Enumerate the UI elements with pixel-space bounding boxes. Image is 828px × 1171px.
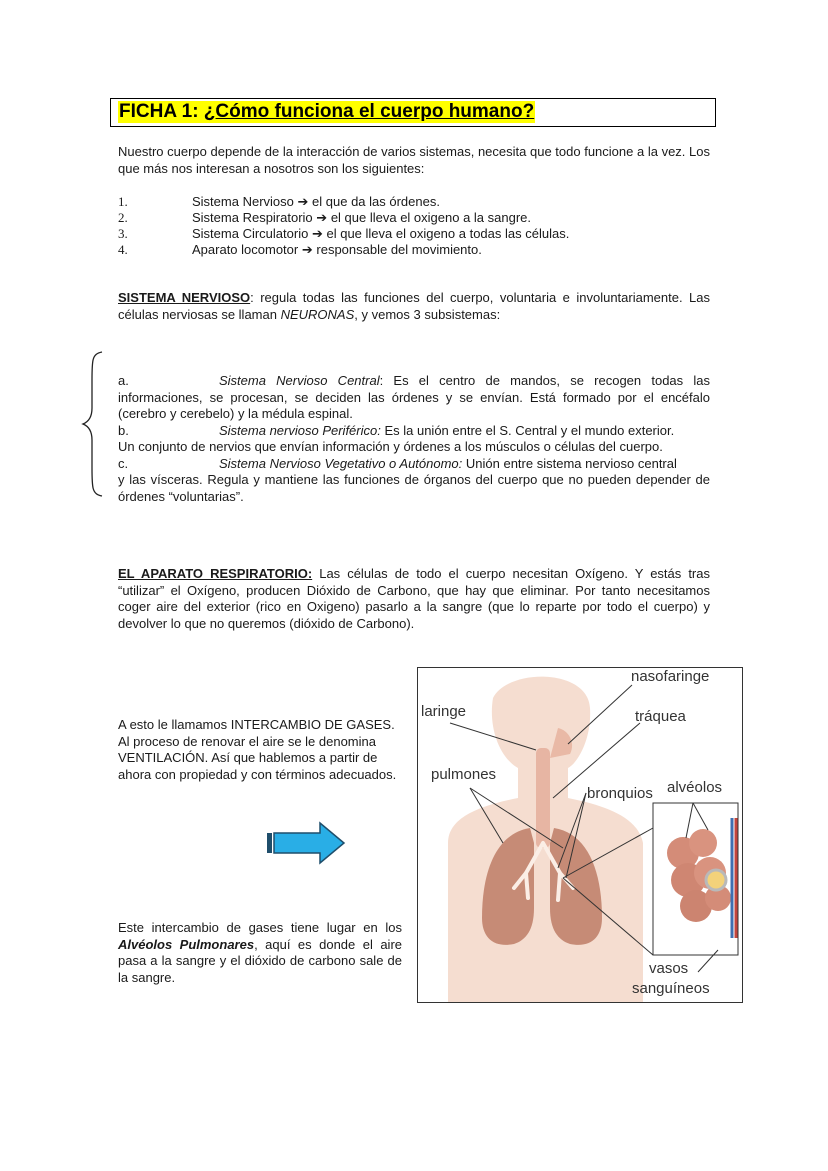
neuronas-term: NEURONAS — [280, 306, 355, 322]
system-desc: el que da las órdenes. — [312, 194, 440, 209]
subsystem-c-line — [118, 456, 710, 473]
nervioso-paragraph — [118, 290, 710, 323]
subsystem-line1: : Es el centro de mandos, se recogen todas las — [379, 373, 710, 388]
subsystem-c-rest: y las vísceras. Regula y mantiene las funciones de órganos del cuerpo que no pueden depender de órdenes “voluntarias”. — [118, 472, 710, 504]
subsystem-b-line — [118, 423, 710, 440]
nervioso-text-after: , y vemos 3 subsistemas: — [354, 306, 501, 322]
label-traquea: tráquea — [635, 708, 686, 725]
curly-brace-icon — [80, 350, 106, 498]
alveolos-term: Alvéolos Pulmonares — [118, 936, 255, 952]
label-sanguineos: sanguíneos — [632, 980, 710, 997]
subsystem-line1: Unión entre sistema nervioso central — [462, 455, 677, 471]
arrow-icon: ➔ — [301, 242, 313, 257]
intro-paragraph: Nuestro cuerpo depende de la interacción de varios sistemas, necesita que todo funcione a la vez. Los que más nos interesan a nosotros son los siguientes: — [118, 144, 710, 176]
list-item — [118, 226, 718, 242]
arrow-icon: ➔ — [311, 226, 323, 241]
systems-list — [118, 194, 718, 260]
label-alveolos: alvéolos — [667, 779, 723, 796]
subsystem-letter: b. — [118, 422, 129, 438]
respiratorio-text: Las células de todo el cuerpo necesitan Oxígeno. Y estás tras “utilizar” el Oxígeno, producen Dióxido de Carbono, que hay que eliminar. Por tanto necesitamos coger aire del exterior (rico en Oxigeno) pasarlo a la sangre (que lo reparte por todo el cuerpo) y devolver lo que no queremos (dióxido de Carbono). — [118, 566, 710, 631]
alveolos-paragraph — [118, 920, 402, 986]
subsystem-name: Sistema nervioso Periférico: — [219, 422, 381, 438]
respiratorio-heading: EL APARATO RESPIRATORIO: — [118, 566, 313, 581]
title-prefix: FICHA 1: — [119, 101, 204, 122]
label-pulmones: pulmones — [431, 766, 497, 783]
respiratory-diagram — [417, 667, 743, 1003]
system-name: Aparato locomotor — [192, 242, 299, 257]
right-arrow-icon — [266, 821, 348, 867]
page-title — [118, 101, 535, 123]
arrow-icon: ➔ — [316, 210, 328, 225]
list-item — [118, 242, 718, 258]
list-number: 2. — [118, 210, 128, 225]
label-laringe: laringe — [421, 703, 467, 720]
arrow-icon: ➔ — [297, 194, 309, 209]
system-desc: el que lleva el oxigeno a la sangre. — [330, 210, 532, 225]
label-bronquios: bronquios — [587, 785, 653, 802]
system-name: Sistema Respiratorio — [192, 210, 313, 225]
nervioso-text-before: : regula todas las funciones del cuerpo, voluntaria e involuntariamente. Las células nerviosas se llaman — [118, 290, 710, 322]
system-desc: responsable del movimiento. — [316, 242, 482, 257]
list-number: 3. — [118, 226, 128, 241]
respiratory-illustration — [418, 668, 743, 1003]
alveolos-before: Este intercambio de gases tiene lugar en los — [118, 920, 402, 935]
list-number: 4. — [118, 242, 128, 257]
intercambio-paragraph: A esto le llamamos INTERCAMBIO DE GASES. Al proceso de renovar el aire se le denomina VENTILACIÓN. Así que hablemos a partir de ahora con propiedad y con términos adecuados. — [118, 717, 397, 782]
label-nasofaringe: nasofaringe — [631, 668, 710, 685]
subsystem-name: Sistema Nervioso Vegetativo o Autónomo: — [219, 455, 463, 471]
subsystems — [118, 373, 710, 505]
list-item — [118, 194, 718, 210]
subsystem-a-line — [118, 373, 710, 390]
system-desc: el que lleva el oxigeno a todas las células. — [326, 226, 570, 241]
subsystem-line1: Es la unión entre el S. Central y el mundo exterior. — [380, 422, 675, 438]
list-item — [118, 210, 718, 226]
respiratorio-paragraph — [118, 566, 710, 632]
subsystem-letter: a. — [118, 373, 129, 388]
system-name: Sistema Circulatorio — [192, 226, 309, 241]
subsystem-b-rest: Un conjunto de nervios que envían información y órdenes a los músculos o células del cuerpo. — [118, 439, 663, 454]
title-main: ¿Cómo funciona el cuerpo humano? — [203, 101, 535, 122]
title-box — [110, 98, 716, 127]
system-name: Sistema Nervioso — [192, 194, 294, 209]
list-number: 1. — [118, 194, 128, 209]
subsystem-name: Sistema Nervioso Central — [219, 373, 380, 388]
alveolos-after: , aquí es donde el aire pasa a la sangre y el dióxido de carbono sale de la sangre. — [118, 936, 402, 985]
label-vasos: vasos — [649, 960, 689, 977]
subsystem-letter: c. — [118, 455, 129, 471]
subsystem-a-rest: informaciones, se procesan, se deciden las órdenes y se envían. Está formado por el encéfalo (cerebro y cerebelo) y la médula espinal. — [118, 389, 710, 421]
nervioso-heading: SISTEMA NERVIOSO — [118, 290, 251, 305]
